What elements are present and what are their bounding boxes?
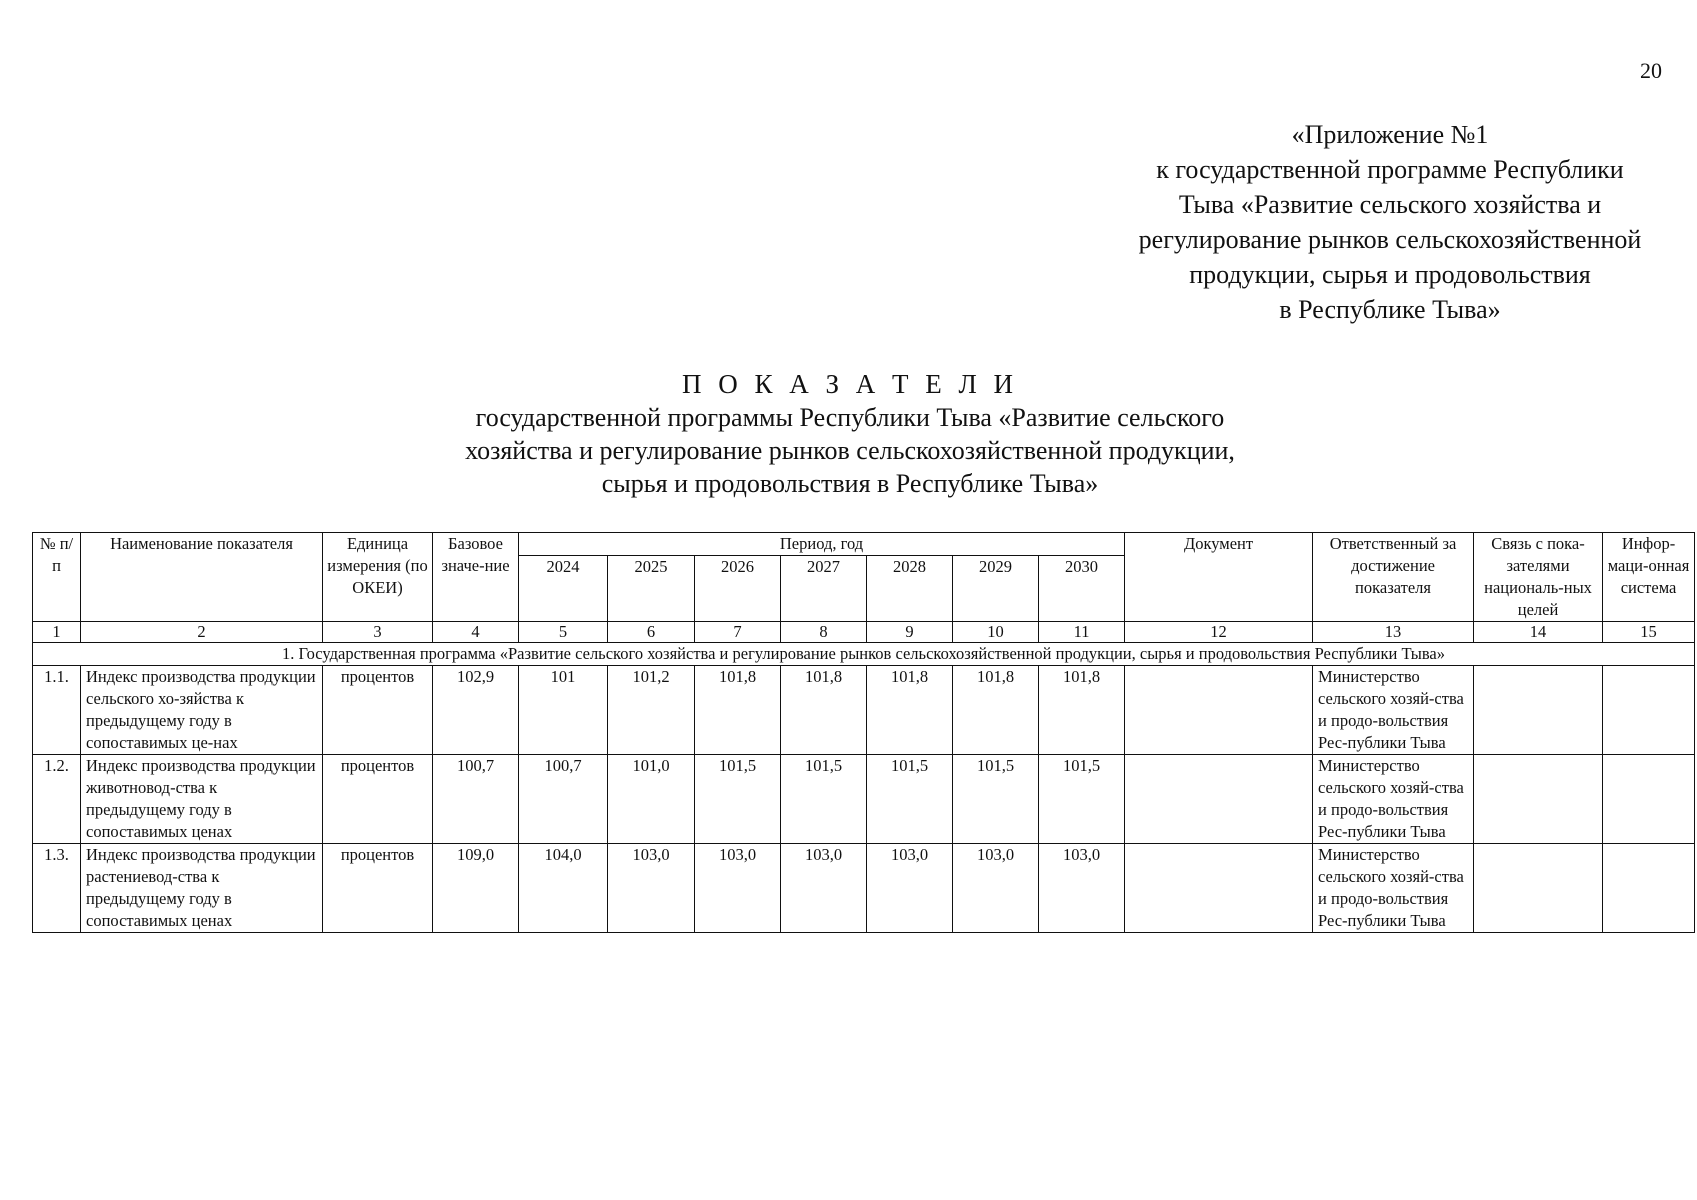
- year-value: 101,5: [953, 755, 1039, 844]
- year-value: 103,0: [608, 844, 695, 933]
- header-year: 2027: [781, 556, 867, 622]
- column-number: 11: [1039, 622, 1125, 643]
- indicator-name: Индекс производства продукции животновод-ства к предыдущему году в сопоставимых ценах: [81, 755, 323, 844]
- indicators-table: [32, 532, 1695, 933]
- indicator-unit: процентов: [323, 755, 433, 844]
- column-number: 3: [323, 622, 433, 643]
- information-system-cell: [1603, 666, 1695, 755]
- base-value: 102,9: [433, 666, 519, 755]
- column-number-row: [33, 622, 1695, 643]
- information-system-cell: [1603, 844, 1695, 933]
- column-number: 2: [81, 622, 323, 643]
- appendix-line: регулирование рынков сельскохозяйственной: [1138, 225, 1642, 254]
- header-year: 2025: [608, 556, 695, 622]
- header-year: 2030: [1039, 556, 1125, 622]
- year-value: 104,0: [519, 844, 608, 933]
- column-number: 7: [695, 622, 781, 643]
- appendix-line: продукции, сырья и продовольствия: [1189, 260, 1591, 289]
- year-value: 101,8: [1039, 666, 1125, 755]
- year-value: 101,5: [1039, 755, 1125, 844]
- column-number: 15: [1603, 622, 1695, 643]
- document-subtitle-line: государственной программы Республики Тыва «Развитие сельского: [475, 403, 1225, 432]
- section-title: 1. Государственная программа «Развитие сельского хозяйства и регулирование рынков сельскохозяйственной продукции, сырья и продовольствия Республики Тыва»: [33, 643, 1695, 666]
- year-value: 101,8: [781, 666, 867, 755]
- responsible-cell: Министерство сельского хозяй-ства и продо-вольствия Рес-публики Тыва: [1313, 666, 1474, 755]
- indicator-name: Индекс производства продукции растениевод-ства к предыдущему году в сопоставимых ценах: [81, 844, 323, 933]
- column-number: 1: [33, 622, 81, 643]
- column-number: 5: [519, 622, 608, 643]
- appendix-line: в Республике Тыва»: [1279, 295, 1501, 324]
- document-subtitle-line: сырья и продовольствия в Республике Тыва»: [601, 469, 1099, 498]
- column-number: 13: [1313, 622, 1474, 643]
- header-name: Наименование показателя: [81, 533, 323, 622]
- indicator-unit: процентов: [323, 844, 433, 933]
- document-subtitle-line: хозяйства и регулирование рынков сельскохозяйственной продукции,: [465, 436, 1235, 465]
- column-number: 14: [1474, 622, 1603, 643]
- header-document: Документ: [1125, 533, 1313, 622]
- appendix-line: «Приложение №1: [1291, 120, 1489, 149]
- header-base-value: Базовое значе-ние: [433, 533, 519, 622]
- section-row: [33, 643, 1695, 666]
- responsible-cell: Министерство сельского хозяй-ства и продо-вольствия Рес-публики Тыва: [1313, 844, 1474, 933]
- table-row: [33, 755, 1695, 844]
- year-value: 101,5: [867, 755, 953, 844]
- year-value: 103,0: [781, 844, 867, 933]
- header-information-system: Инфор-маци-онная система: [1603, 533, 1695, 622]
- national-goals-link-cell: [1474, 755, 1603, 844]
- year-value: 101,8: [953, 666, 1039, 755]
- row-number: 1.3.: [33, 844, 81, 933]
- document-cell: [1125, 666, 1313, 755]
- document-cell: [1125, 844, 1313, 933]
- year-value: 101,5: [781, 755, 867, 844]
- header-responsible: Ответственный за достижение показателя: [1313, 533, 1474, 622]
- page-number: 20: [1640, 58, 1662, 83]
- header-unit: Единица измерения (по ОКЕИ): [323, 533, 433, 622]
- year-value: 103,0: [867, 844, 953, 933]
- column-number: 8: [781, 622, 867, 643]
- column-number: 4: [433, 622, 519, 643]
- header-period: Период, год: [519, 533, 1125, 556]
- column-number: 6: [608, 622, 695, 643]
- national-goals-link-cell: [1474, 844, 1603, 933]
- year-value: 101,2: [608, 666, 695, 755]
- column-number: 12: [1125, 622, 1313, 643]
- responsible-cell: Министерство сельского хозяй-ства и продо-вольствия Рес-публики Тыва: [1313, 755, 1474, 844]
- year-value: 103,0: [953, 844, 1039, 933]
- appendix-line: к государственной программе Республики: [1156, 155, 1624, 184]
- row-number: 1.1.: [33, 666, 81, 755]
- appendix-reference: [1100, 117, 1680, 327]
- header-row: [33, 533, 1695, 556]
- base-value: 109,0: [433, 844, 519, 933]
- header-no: № п/п: [33, 533, 81, 622]
- year-value: 103,0: [1039, 844, 1125, 933]
- header-year: 2024: [519, 556, 608, 622]
- document-cell: [1125, 755, 1313, 844]
- year-value: 101,8: [695, 666, 781, 755]
- year-value: 101,0: [608, 755, 695, 844]
- header-year: 2029: [953, 556, 1039, 622]
- year-value: 101: [519, 666, 608, 755]
- column-number: 9: [867, 622, 953, 643]
- year-value: 100,7: [519, 755, 608, 844]
- document-heading: [380, 368, 1320, 500]
- information-system-cell: [1603, 755, 1695, 844]
- header-national-goals-link: Связь с пока-зателями националь-ных целей: [1474, 533, 1603, 622]
- table-row: [33, 844, 1695, 933]
- national-goals-link-cell: [1474, 666, 1603, 755]
- header-year: 2026: [695, 556, 781, 622]
- year-value: 103,0: [695, 844, 781, 933]
- document-title: П О К А З А Т Е Л И: [681, 369, 1019, 399]
- year-value: 101,8: [867, 666, 953, 755]
- header-year: 2028: [867, 556, 953, 622]
- column-number: 10: [953, 622, 1039, 643]
- row-number: 1.2.: [33, 755, 81, 844]
- appendix-line: Тыва «Развитие сельского хозяйства и: [1178, 190, 1602, 219]
- year-value: 101,5: [695, 755, 781, 844]
- indicator-name: Индекс производства продукции сельского хо-зяйства к предыдущему году в сопоставимых це-нах: [81, 666, 323, 755]
- indicator-unit: процентов: [323, 666, 433, 755]
- base-value: 100,7: [433, 755, 519, 844]
- table-row: [33, 666, 1695, 755]
